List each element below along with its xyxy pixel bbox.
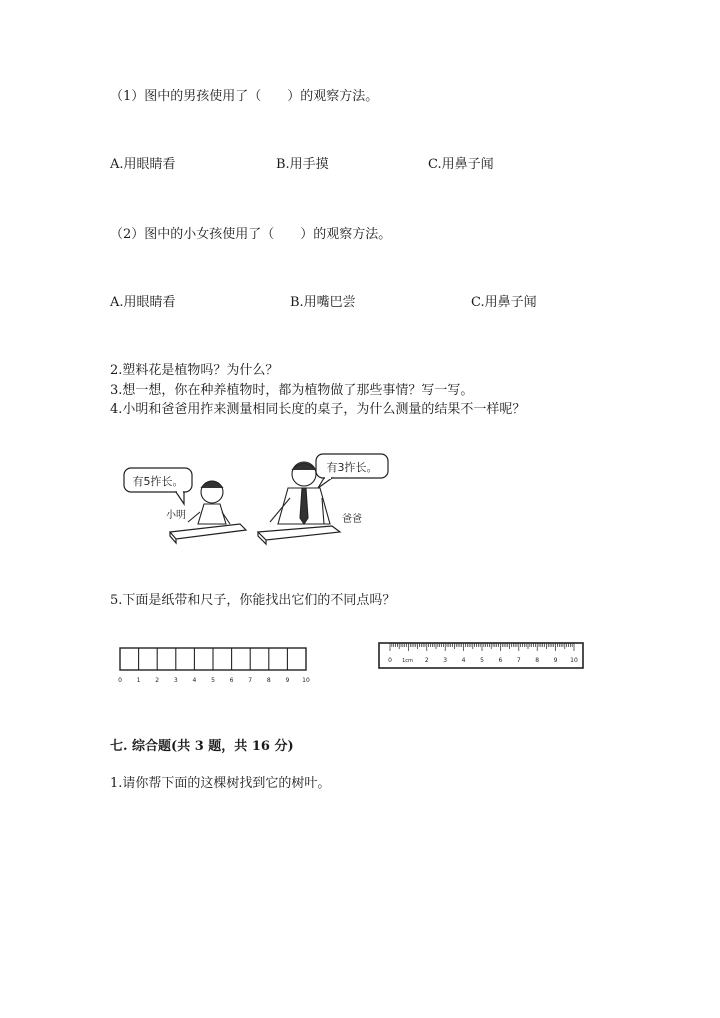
q1-sub1-option-c: C.用鼻子闻 [428, 157, 494, 172]
ruler-figure [378, 642, 588, 672]
strip-tick-label: 5 [211, 677, 215, 684]
question-2: 2.塑料花是植物吗？为什么？ [110, 363, 279, 378]
paper-strip-figure [118, 646, 318, 686]
ruler-number: 2 [424, 657, 429, 664]
strip-tick-label: 2 [155, 677, 160, 684]
ruler-number: 4 [461, 657, 466, 664]
strip-tick-label: 7 [248, 677, 253, 684]
ruler-number: 5 [480, 657, 484, 664]
strip-tick-label: 6 [229, 677, 234, 684]
q1-sub2-option-b: B.用嘴巴尝 [290, 295, 356, 310]
ruler-number: 7 [516, 657, 521, 664]
ruler-number: 10 [570, 657, 578, 664]
question-4: 4.小明和爸爸用拃来测量相同长度的桌子，为什么测量的结果不一样呢？ [110, 402, 526, 417]
boy-figure [188, 481, 230, 524]
ruler-number: 0 [388, 657, 392, 664]
q1-sub2-option-c: C.用鼻子闻 [471, 295, 537, 310]
strip-tick-label: 3 [173, 677, 178, 684]
bubble-right [316, 454, 388, 488]
section-7-question-1: 1.请你帮下面的这棵树找到它的树叶。 [110, 776, 331, 791]
q1-sub2-stem: （2）图中的小女孩使用了（ ）的观察方法。 [110, 227, 392, 242]
label-boy: 小明 [166, 510, 186, 521]
question-3: 3.想一想，你在种养植物时，都为植物做了那些事情？写一写。 [110, 383, 474, 398]
strip-tick-label: 9 [285, 677, 290, 684]
q1-sub2-option-a: A.用眼睛看 [110, 295, 176, 310]
ruler-number: 6 [498, 657, 503, 664]
ruler-number: 3 [443, 657, 448, 664]
table-left [170, 524, 246, 539]
strip-tick-label: 1 [136, 677, 141, 684]
measure-figure [118, 452, 418, 552]
bubble-right-text: 有3拃长。 [326, 461, 378, 474]
section-7-title: 七. 综合题(共 3 题，共 16 分) [110, 739, 294, 754]
bubble-left-text: 有5拃长。 [132, 475, 184, 488]
strip-tick-label: 8 [266, 677, 271, 684]
bubble-left [124, 468, 192, 504]
strip-tick-label: 10 [302, 677, 310, 684]
ruler-number: 9 [553, 657, 558, 664]
label-dad: 爸爸 [342, 514, 362, 525]
table-right [258, 526, 340, 540]
q1-sub1-stem: （1）图中的男孩使用了（ ）的观察方法。 [110, 89, 379, 104]
question-5: 5.下面是纸带和尺子，你能找出它们的不同点吗？ [110, 593, 396, 608]
ruler-unit-label: 1cm [402, 658, 413, 664]
q1-sub1-option-a: A.用眼睛看 [110, 157, 176, 172]
ruler-number: 8 [535, 657, 540, 664]
q1-sub1-option-b: B.用手摸 [276, 157, 329, 172]
strip-tick-label: 0 [118, 677, 122, 684]
strip-tick-label: 4 [192, 677, 197, 684]
ruler-body [379, 643, 583, 668]
